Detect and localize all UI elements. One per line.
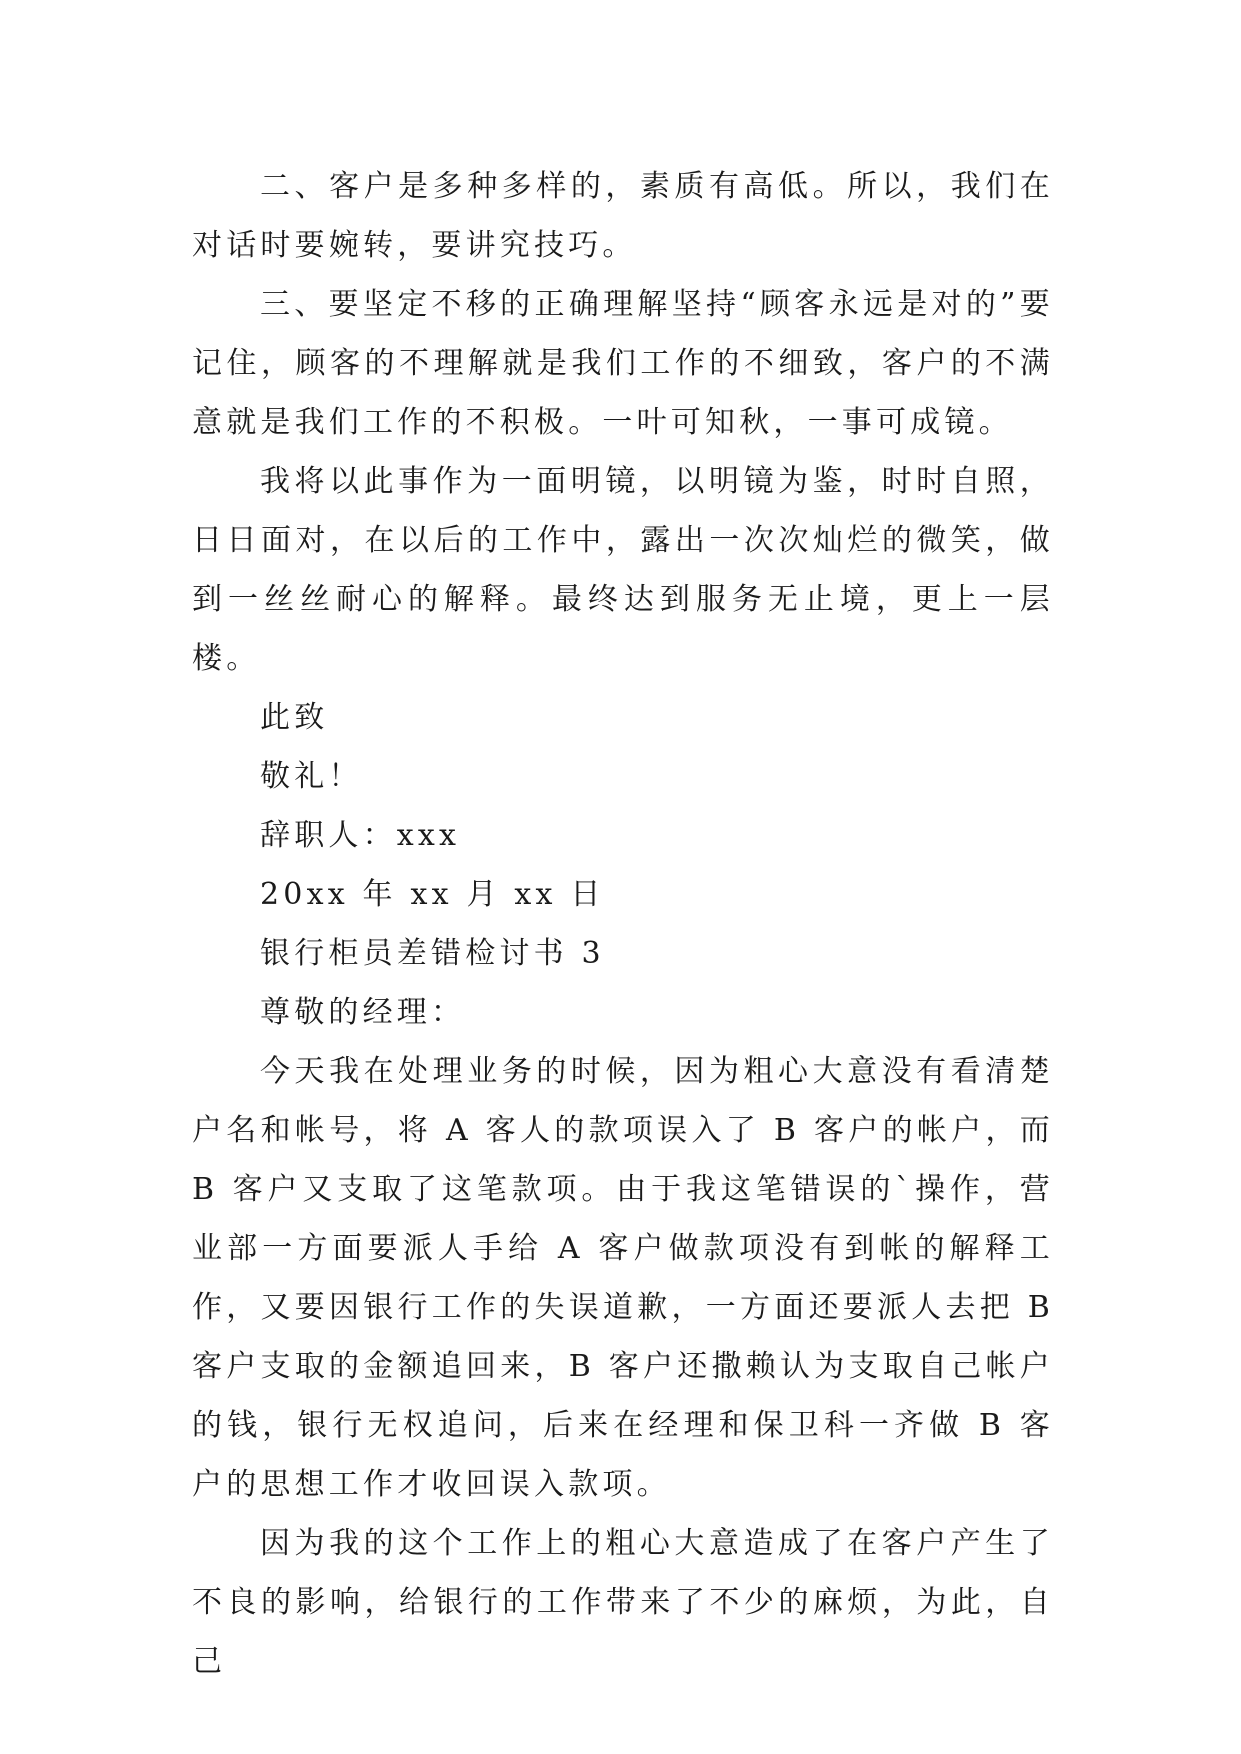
paragraph-2: 二、客户是多种多样的，素质有高低。所以，我们在对话时要婉转，要讲究技巧。 [192, 169, 1054, 263]
salute-line: 敬礼！ [260, 759, 363, 794]
document-body [192, 157, 1054, 1691]
greeting-line: 尊敬的经理： [260, 995, 466, 1030]
date-line: 20xx 年 xx 月 xx 日 [260, 877, 605, 912]
signer-line: 辞职人：xxx [260, 818, 461, 853]
body-paragraph-2: 因为我的这个工作上的粗心大意造成了在客户产生了不良的影响，给银行的工作带来了不少的麻烦，为此，自己 [192, 1526, 1054, 1679]
paragraph-3: 三、要坚定不移的正确理解坚持“顾客永远是对的”要记住，顾客的不理解就是我们工作的不细致，客户的不满意就是我们工作的不积极。一叶可知秋，一事可成镜。 [192, 287, 1054, 440]
paragraph-4: 我将以此事作为一面明镜，以明镜为鉴，时时自照，日日面对，在以后的工作中，露出一次次灿烂的微笑，做到一丝丝耐心的解释。最终达到服务无止境，更上一层楼。 [192, 464, 1054, 676]
body-paragraph-1: 今天我在处理业务的时候，因为粗心大意没有看清楚户名和帐号，将 A 客人的款项误入了 B 客户的帐户，而 B 客户又支取了这笔款项。由于我这笔错误的`操作，营业部一方面要派人手给 A 客户做款项没有到帐的解释工作，又要因银行工作的失误道歉，一方面还要派人去把 B 客户支取的金额追回来，B 客户还撒赖认为支取自己帐户的钱，银行无权追问，后来在经理和保卫科一齐做 B 客户的思想工作才收回误入款项。 [192, 1054, 1054, 1502]
closing-line: 此致 [260, 700, 329, 735]
section-title: 银行柜员差错检讨书 3 [260, 936, 605, 971]
